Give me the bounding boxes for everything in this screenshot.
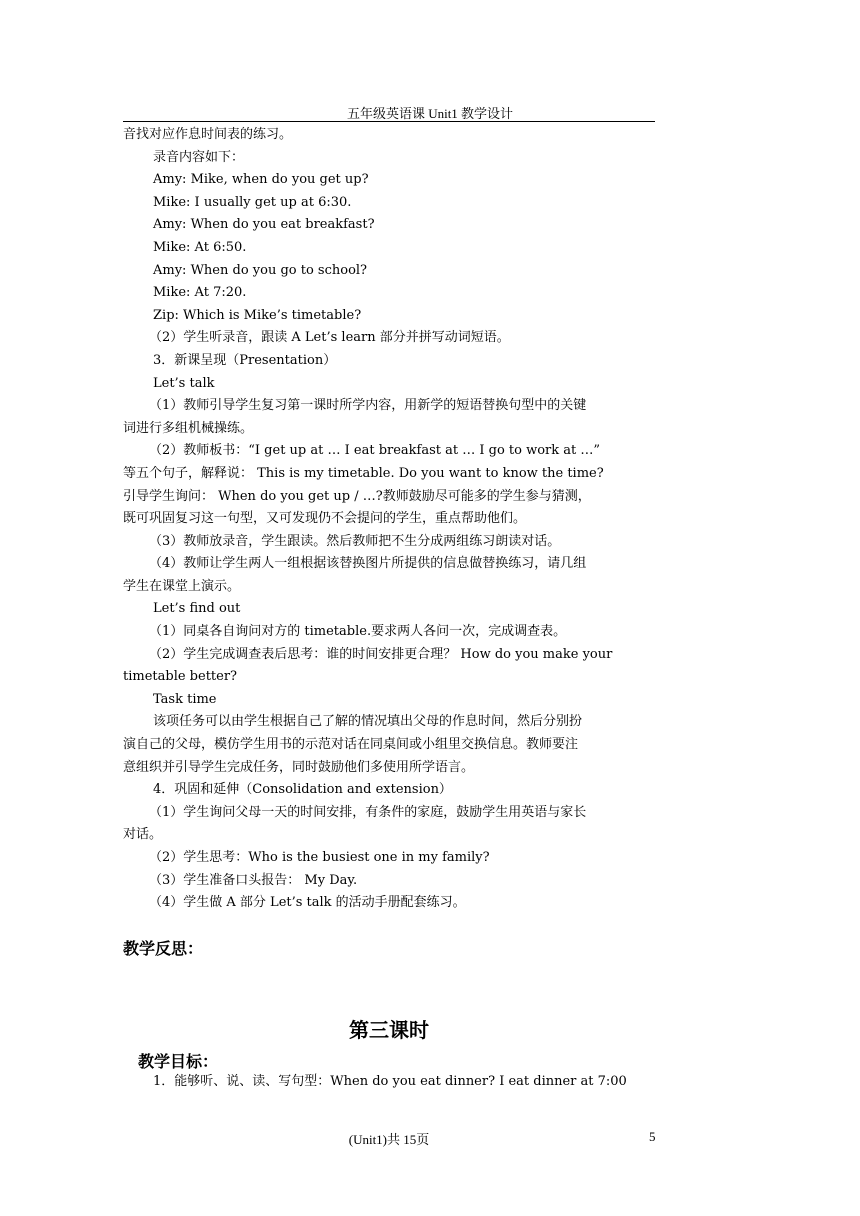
body-line: Mike: I usually get up at 6:30.: [153, 194, 352, 210]
body-line: （2）学生听录音，跟读 A Let’s learn 部分并拼写动词短语。: [149, 330, 510, 346]
body-line: Let’s find out: [153, 601, 241, 617]
page-number: 5: [649, 1129, 656, 1144]
body-line: Mike: At 7:20.: [153, 285, 247, 301]
body-line: 学生在课堂上演示。: [123, 578, 241, 594]
objectives-heading: 教学目标：: [138, 1052, 219, 1071]
body-line: 既可巩固复习这一句型，又可发现仍不会提问的学生，重点帮助他们。: [123, 511, 527, 527]
body-line: （2）学生完成调查表后思考：谁的时间安排更合理？ How do you make your: [149, 646, 613, 662]
body-line: Let’s talk: [153, 375, 215, 391]
body-line: 等五个句子，解释说： This is my timetable. Do you want to know the time?: [123, 465, 604, 481]
body-line: 词进行多组机械操练。: [123, 420, 254, 436]
body-line: （4）学生做 A 部分 Let’s talk 的活动手册配套练习。: [149, 895, 466, 911]
body-line: （1）同桌各自询问对方的 timetable.要求两人各问一次，完成调查表。: [149, 624, 567, 640]
body-line: 3．新课呈现（Presentation）: [153, 352, 337, 368]
body-line: Amy: Mike, when do you get up?: [153, 172, 369, 188]
objective-line: 1．能够听、说、读、写句型：When do you eat dinner? I eat dinner at 7:00: [153, 1074, 627, 1089]
body-line: （2）学生思考：Who is the busiest one in my family?: [149, 850, 490, 865]
body-text: [123, 124, 655, 915]
body-line: 演自己的父母，模仿学生用书的示范对话在同桌间或小组里交换信息。教师要注: [123, 737, 579, 753]
header-rule: [123, 121, 655, 122]
reflection-heading: 教学反思：: [123, 939, 204, 958]
body-line: 意组织并引导学生完成任务，同时鼓励他们多使用所学语言。: [123, 759, 475, 775]
body-line: Amy: When do you eat breakfast?: [153, 217, 375, 233]
body-line: Mike: At 6:50.: [153, 239, 247, 255]
body-line: （1）教师引导学生复习第一课时所学内容，用新学的短语替换句型中的关键: [149, 398, 587, 414]
body-line: 对话。: [123, 827, 163, 843]
body-line: Amy: When do you go to school?: [153, 262, 368, 278]
page-header: 五年级英语课 Unit1 教学设计: [346, 106, 514, 121]
lesson-title: 第三课时: [349, 1018, 429, 1042]
body-line: （1）学生询问父母一天的时间安排，有条件的家庭，鼓励学生用英语与家长: [149, 804, 587, 820]
body-line: （3）教师放录音，学生跟读。然后教师把不生分成两组练习朗读对话。: [149, 533, 561, 549]
body-line: （4）教师让学生两人一组根据该替换图片所提供的信息做替换练习，请几组: [149, 556, 587, 572]
footer-page-info: (Unit1)共 15页: [348, 1132, 430, 1147]
body-line: 引导学生询问： When do you get up / …?教师鼓励尽可能多的学生参与猜测，: [123, 488, 591, 504]
body-line: 4．巩固和延伸（Consolidation and extension）: [153, 782, 452, 798]
body-line: 录音内容如下：: [153, 149, 245, 165]
body-line: 音找对应作息时间表的练习。: [123, 127, 293, 142]
body-line: （2）教师板书：“I get up at … I eat breakfast at … I go to work at …”: [149, 443, 601, 459]
body-line: Task time: [153, 691, 217, 707]
body-line: 该项任务可以由学生根据自己了解的情况填出父母的作息时间，然后分别扮: [153, 714, 583, 730]
body-line: （3）学生准备口头报告： My Day.: [149, 872, 358, 888]
body-line: Zip: Which is Mike’s timetable?: [153, 307, 362, 323]
body-line: timetable better?: [123, 669, 238, 685]
